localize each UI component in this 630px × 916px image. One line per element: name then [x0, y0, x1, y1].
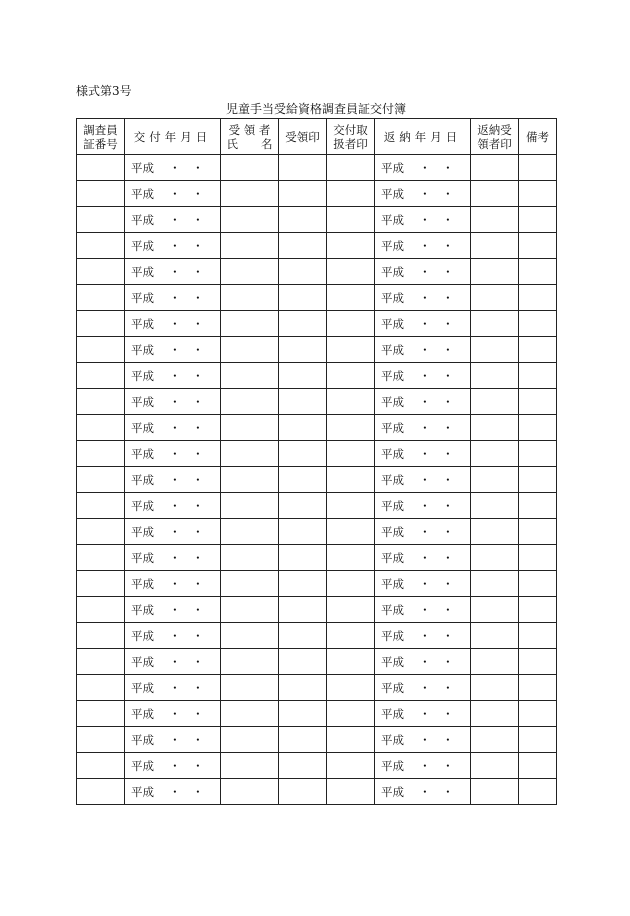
cell-recipient-name[interactable]	[221, 597, 279, 623]
cell-issue-date: 平成 ・ ・	[125, 493, 221, 519]
cell-issuer-seal[interactable]	[327, 233, 375, 259]
cell-certificate-number[interactable]	[77, 415, 125, 441]
cell-remarks[interactable]	[519, 649, 557, 675]
cell-return-date: 平成 ・ ・	[375, 519, 471, 545]
cell-recipient-name[interactable]	[221, 493, 279, 519]
cell-certificate-number[interactable]	[77, 233, 125, 259]
cell-issuer-seal[interactable]	[327, 467, 375, 493]
cell-receipt-seal[interactable]	[279, 155, 327, 181]
cell-certificate-number[interactable]	[77, 675, 125, 701]
cell-remarks[interactable]	[519, 597, 557, 623]
cell-issue-date: 平成 ・ ・	[125, 779, 221, 805]
cell-recipient-name[interactable]	[221, 259, 279, 285]
cell-remarks[interactable]	[519, 337, 557, 363]
table-row	[77, 415, 557, 441]
cell-return-date: 平成 ・ ・	[375, 389, 471, 415]
table-row	[77, 753, 557, 779]
cell-recipient-name[interactable]	[221, 623, 279, 649]
cell-receipt-seal[interactable]	[279, 181, 327, 207]
cell-receipt-seal[interactable]	[279, 649, 327, 675]
cell-issue-date: 平成 ・ ・	[125, 259, 221, 285]
cell-return-date: 平成 ・ ・	[375, 727, 471, 753]
table-row	[77, 259, 557, 285]
header-return-receiver-seal: 返納受 領者印	[471, 119, 519, 155]
cell-certificate-number[interactable]	[77, 779, 125, 805]
cell-remarks[interactable]	[519, 363, 557, 389]
table-row	[77, 441, 557, 467]
cell-return-receiver-seal[interactable]	[471, 597, 519, 623]
cell-receipt-seal[interactable]	[279, 311, 327, 337]
cell-return-date: 平成 ・ ・	[375, 623, 471, 649]
cell-issue-date: 平成 ・ ・	[125, 415, 221, 441]
cell-recipient-name[interactable]	[221, 545, 279, 571]
cell-issuer-seal[interactable]	[327, 415, 375, 441]
table-row	[77, 337, 557, 363]
cell-return-date: 平成 ・ ・	[375, 259, 471, 285]
cell-certificate-number[interactable]	[77, 727, 125, 753]
cell-receipt-seal[interactable]	[279, 363, 327, 389]
cell-certificate-number[interactable]	[77, 467, 125, 493]
cell-remarks[interactable]	[519, 701, 557, 727]
table-row	[77, 519, 557, 545]
cell-receipt-seal[interactable]	[279, 701, 327, 727]
cell-return-date: 平成 ・ ・	[375, 311, 471, 337]
cell-receipt-seal[interactable]	[279, 233, 327, 259]
cell-remarks[interactable]	[519, 675, 557, 701]
cell-return-receiver-seal[interactable]	[471, 441, 519, 467]
cell-issuer-seal[interactable]	[327, 207, 375, 233]
table-row	[77, 779, 557, 805]
cell-return-date: 平成 ・ ・	[375, 285, 471, 311]
cell-recipient-name[interactable]	[221, 155, 279, 181]
table-row	[77, 701, 557, 727]
cell-recipient-name[interactable]	[221, 727, 279, 753]
cell-issuer-seal[interactable]	[327, 597, 375, 623]
cell-issuer-seal[interactable]	[327, 493, 375, 519]
cell-receipt-seal[interactable]	[279, 753, 327, 779]
cell-issuer-seal[interactable]	[327, 181, 375, 207]
cell-remarks[interactable]	[519, 545, 557, 571]
cell-certificate-number[interactable]	[77, 155, 125, 181]
cell-return-receiver-seal[interactable]	[471, 727, 519, 753]
cell-return-date: 平成 ・ ・	[375, 649, 471, 675]
cell-receipt-seal[interactable]	[279, 545, 327, 571]
cell-return-date: 平成 ・ ・	[375, 779, 471, 805]
cell-issue-date: 平成 ・ ・	[125, 363, 221, 389]
cell-certificate-number[interactable]	[77, 701, 125, 727]
cell-return-receiver-seal[interactable]	[471, 493, 519, 519]
cell-issue-date: 平成 ・ ・	[125, 337, 221, 363]
cell-return-receiver-seal[interactable]	[471, 779, 519, 805]
cell-remarks[interactable]	[519, 623, 557, 649]
cell-issuer-seal[interactable]	[327, 389, 375, 415]
cell-return-date: 平成 ・ ・	[375, 363, 471, 389]
cell-return-receiver-seal[interactable]	[471, 311, 519, 337]
cell-issue-date: 平成 ・ ・	[125, 155, 221, 181]
cell-return-receiver-seal[interactable]	[471, 623, 519, 649]
cell-return-receiver-seal[interactable]	[471, 155, 519, 181]
cell-return-receiver-seal[interactable]	[471, 701, 519, 727]
cell-issuer-seal[interactable]	[327, 155, 375, 181]
cell-issuer-seal[interactable]	[327, 727, 375, 753]
cell-return-date: 平成 ・ ・	[375, 675, 471, 701]
cell-certificate-number[interactable]	[77, 623, 125, 649]
cell-receipt-seal[interactable]	[279, 415, 327, 441]
cell-issue-date: 平成 ・ ・	[125, 675, 221, 701]
cell-recipient-name[interactable]	[221, 363, 279, 389]
cell-issue-date: 平成 ・ ・	[125, 311, 221, 337]
cell-certificate-number[interactable]	[77, 207, 125, 233]
cell-issuer-seal[interactable]	[327, 545, 375, 571]
header-issue-date: 交付年月日	[125, 119, 221, 155]
cell-remarks[interactable]	[519, 519, 557, 545]
cell-issue-date: 平成 ・ ・	[125, 207, 221, 233]
table-row	[77, 285, 557, 311]
cell-recipient-name[interactable]	[221, 285, 279, 311]
cell-certificate-number[interactable]	[77, 597, 125, 623]
cell-issue-date: 平成 ・ ・	[125, 727, 221, 753]
cell-recipient-name[interactable]	[221, 233, 279, 259]
cell-remarks[interactable]	[519, 753, 557, 779]
cell-certificate-number[interactable]	[77, 181, 125, 207]
cell-remarks[interactable]	[519, 155, 557, 181]
table-row	[77, 389, 557, 415]
cell-return-date: 平成 ・ ・	[375, 441, 471, 467]
cell-certificate-number[interactable]	[77, 363, 125, 389]
table-row	[77, 623, 557, 649]
cell-issue-date: 平成 ・ ・	[125, 233, 221, 259]
cell-issue-date: 平成 ・ ・	[125, 753, 221, 779]
cell-return-receiver-seal[interactable]	[471, 519, 519, 545]
cell-certificate-number[interactable]	[77, 389, 125, 415]
cell-return-receiver-seal[interactable]	[471, 285, 519, 311]
table-row	[77, 545, 557, 571]
cell-receipt-seal[interactable]	[279, 285, 327, 311]
cell-receipt-seal[interactable]	[279, 467, 327, 493]
cell-remarks[interactable]	[519, 415, 557, 441]
cell-receipt-seal[interactable]	[279, 207, 327, 233]
table-row	[77, 311, 557, 337]
cell-return-receiver-seal[interactable]	[471, 259, 519, 285]
cell-issue-date: 平成 ・ ・	[125, 701, 221, 727]
cell-remarks[interactable]	[519, 311, 557, 337]
cell-issuer-seal[interactable]	[327, 337, 375, 363]
cell-recipient-name[interactable]	[221, 441, 279, 467]
cell-issue-date: 平成 ・ ・	[125, 181, 221, 207]
form-number: 様式第3号	[76, 84, 132, 98]
cell-remarks[interactable]	[519, 727, 557, 753]
header-certificate-number: 調査員 証番号	[77, 119, 125, 155]
table-row	[77, 207, 557, 233]
cell-return-date: 平成 ・ ・	[375, 207, 471, 233]
cell-recipient-name[interactable]	[221, 753, 279, 779]
cell-receipt-seal[interactable]	[279, 675, 327, 701]
table-row	[77, 467, 557, 493]
cell-issue-date: 平成 ・ ・	[125, 597, 221, 623]
cell-receipt-seal[interactable]	[279, 779, 327, 805]
table-row	[77, 649, 557, 675]
cell-return-receiver-seal[interactable]	[471, 181, 519, 207]
cell-return-date: 平成 ・ ・	[375, 753, 471, 779]
form-title: 児童手当受給資格調査員証交付簿	[225, 102, 406, 116]
cell-return-date: 平成 ・ ・	[375, 337, 471, 363]
cell-return-receiver-seal[interactable]	[471, 545, 519, 571]
cell-issue-date: 平成 ・ ・	[125, 285, 221, 311]
cell-return-date: 平成 ・ ・	[375, 545, 471, 571]
cell-recipient-name[interactable]	[221, 389, 279, 415]
table-row	[77, 493, 557, 519]
table-row	[77, 181, 557, 207]
cell-issuer-seal[interactable]	[327, 701, 375, 727]
cell-issue-date: 平成 ・ ・	[125, 467, 221, 493]
table-row	[77, 363, 557, 389]
cell-certificate-number[interactable]	[77, 649, 125, 675]
cell-issuer-seal[interactable]	[327, 779, 375, 805]
cell-recipient-name[interactable]	[221, 311, 279, 337]
table-row	[77, 597, 557, 623]
cell-return-receiver-seal[interactable]	[471, 571, 519, 597]
cell-return-receiver-seal[interactable]	[471, 415, 519, 441]
cell-return-receiver-seal[interactable]	[471, 467, 519, 493]
cell-recipient-name[interactable]	[221, 207, 279, 233]
cell-return-receiver-seal[interactable]	[471, 363, 519, 389]
cell-recipient-name[interactable]	[221, 779, 279, 805]
table-row	[77, 155, 557, 181]
header-row	[77, 119, 557, 155]
cell-issuer-seal[interactable]	[327, 285, 375, 311]
header-return-date: 返納年月日	[375, 119, 471, 155]
cell-receipt-seal[interactable]	[279, 571, 327, 597]
cell-remarks[interactable]	[519, 389, 557, 415]
cell-receipt-seal[interactable]	[279, 441, 327, 467]
cell-return-date: 平成 ・ ・	[375, 467, 471, 493]
table-row	[77, 675, 557, 701]
cell-issuer-seal[interactable]	[327, 623, 375, 649]
cell-remarks[interactable]	[519, 441, 557, 467]
cell-issue-date: 平成 ・ ・	[125, 623, 221, 649]
cell-return-date: 平成 ・ ・	[375, 571, 471, 597]
cell-remarks[interactable]	[519, 467, 557, 493]
cell-issuer-seal[interactable]	[327, 519, 375, 545]
cell-recipient-name[interactable]	[221, 649, 279, 675]
table-row	[77, 233, 557, 259]
cell-recipient-name[interactable]	[221, 675, 279, 701]
cell-issue-date: 平成 ・ ・	[125, 545, 221, 571]
cell-receipt-seal[interactable]	[279, 597, 327, 623]
cell-return-receiver-seal[interactable]	[471, 233, 519, 259]
cell-receipt-seal[interactable]	[279, 259, 327, 285]
header-remarks: 備考	[519, 119, 557, 155]
cell-issue-date: 平成 ・ ・	[125, 649, 221, 675]
header-recipient-name: 受 領 者 氏 名	[221, 119, 279, 155]
cell-certificate-number[interactable]	[77, 337, 125, 363]
table-row	[77, 727, 557, 753]
cell-receipt-seal[interactable]	[279, 493, 327, 519]
cell-return-date: 平成 ・ ・	[375, 233, 471, 259]
cell-issue-date: 平成 ・ ・	[125, 571, 221, 597]
cell-recipient-name[interactable]	[221, 519, 279, 545]
cell-issuer-seal[interactable]	[327, 649, 375, 675]
cell-issuer-seal[interactable]	[327, 675, 375, 701]
cell-issuer-seal[interactable]	[327, 753, 375, 779]
cell-recipient-name[interactable]	[221, 701, 279, 727]
cell-certificate-number[interactable]	[77, 259, 125, 285]
cell-certificate-number[interactable]	[77, 545, 125, 571]
cell-receipt-seal[interactable]	[279, 519, 327, 545]
cell-certificate-number[interactable]	[77, 753, 125, 779]
cell-recipient-name[interactable]	[221, 415, 279, 441]
cell-return-receiver-seal[interactable]	[471, 207, 519, 233]
cell-remarks[interactable]	[519, 779, 557, 805]
cell-receipt-seal[interactable]	[279, 337, 327, 363]
cell-return-date: 平成 ・ ・	[375, 181, 471, 207]
cell-return-receiver-seal[interactable]	[471, 389, 519, 415]
cell-issue-date: 平成 ・ ・	[125, 441, 221, 467]
cell-remarks[interactable]	[519, 207, 557, 233]
cell-recipient-name[interactable]	[221, 467, 279, 493]
cell-issuer-seal[interactable]	[327, 311, 375, 337]
table-row	[77, 571, 557, 597]
cell-remarks[interactable]	[519, 493, 557, 519]
register-body	[77, 155, 557, 805]
cell-return-date: 平成 ・ ・	[375, 493, 471, 519]
cell-remarks[interactable]	[519, 285, 557, 311]
cell-return-receiver-seal[interactable]	[471, 649, 519, 675]
cell-recipient-name[interactable]	[221, 181, 279, 207]
cell-issuer-seal[interactable]	[327, 571, 375, 597]
cell-certificate-number[interactable]	[77, 311, 125, 337]
cell-receipt-seal[interactable]	[279, 727, 327, 753]
cell-return-date: 平成 ・ ・	[375, 155, 471, 181]
cell-remarks[interactable]	[519, 259, 557, 285]
cell-return-date: 平成 ・ ・	[375, 701, 471, 727]
cell-remarks[interactable]	[519, 233, 557, 259]
cell-issue-date: 平成 ・ ・	[125, 389, 221, 415]
cell-receipt-seal[interactable]	[279, 623, 327, 649]
cell-return-receiver-seal[interactable]	[471, 337, 519, 363]
header-issuer-seal: 交付取 扱者印	[327, 119, 375, 155]
cell-certificate-number[interactable]	[77, 519, 125, 545]
cell-return-date: 平成 ・ ・	[375, 415, 471, 441]
cell-certificate-number[interactable]	[77, 493, 125, 519]
cell-certificate-number[interactable]	[77, 285, 125, 311]
cell-return-receiver-seal[interactable]	[471, 753, 519, 779]
cell-return-receiver-seal[interactable]	[471, 675, 519, 701]
cell-certificate-number[interactable]	[77, 441, 125, 467]
cell-receipt-seal[interactable]	[279, 389, 327, 415]
cell-issuer-seal[interactable]	[327, 441, 375, 467]
cell-issuer-seal[interactable]	[327, 259, 375, 285]
register-table	[76, 118, 557, 805]
cell-certificate-number[interactable]	[77, 571, 125, 597]
cell-issue-date: 平成 ・ ・	[125, 519, 221, 545]
cell-issuer-seal[interactable]	[327, 363, 375, 389]
header-receipt-seal: 受領印	[279, 119, 327, 155]
cell-return-date: 平成 ・ ・	[375, 597, 471, 623]
cell-remarks[interactable]	[519, 181, 557, 207]
cell-recipient-name[interactable]	[221, 571, 279, 597]
cell-recipient-name[interactable]	[221, 337, 279, 363]
cell-remarks[interactable]	[519, 571, 557, 597]
